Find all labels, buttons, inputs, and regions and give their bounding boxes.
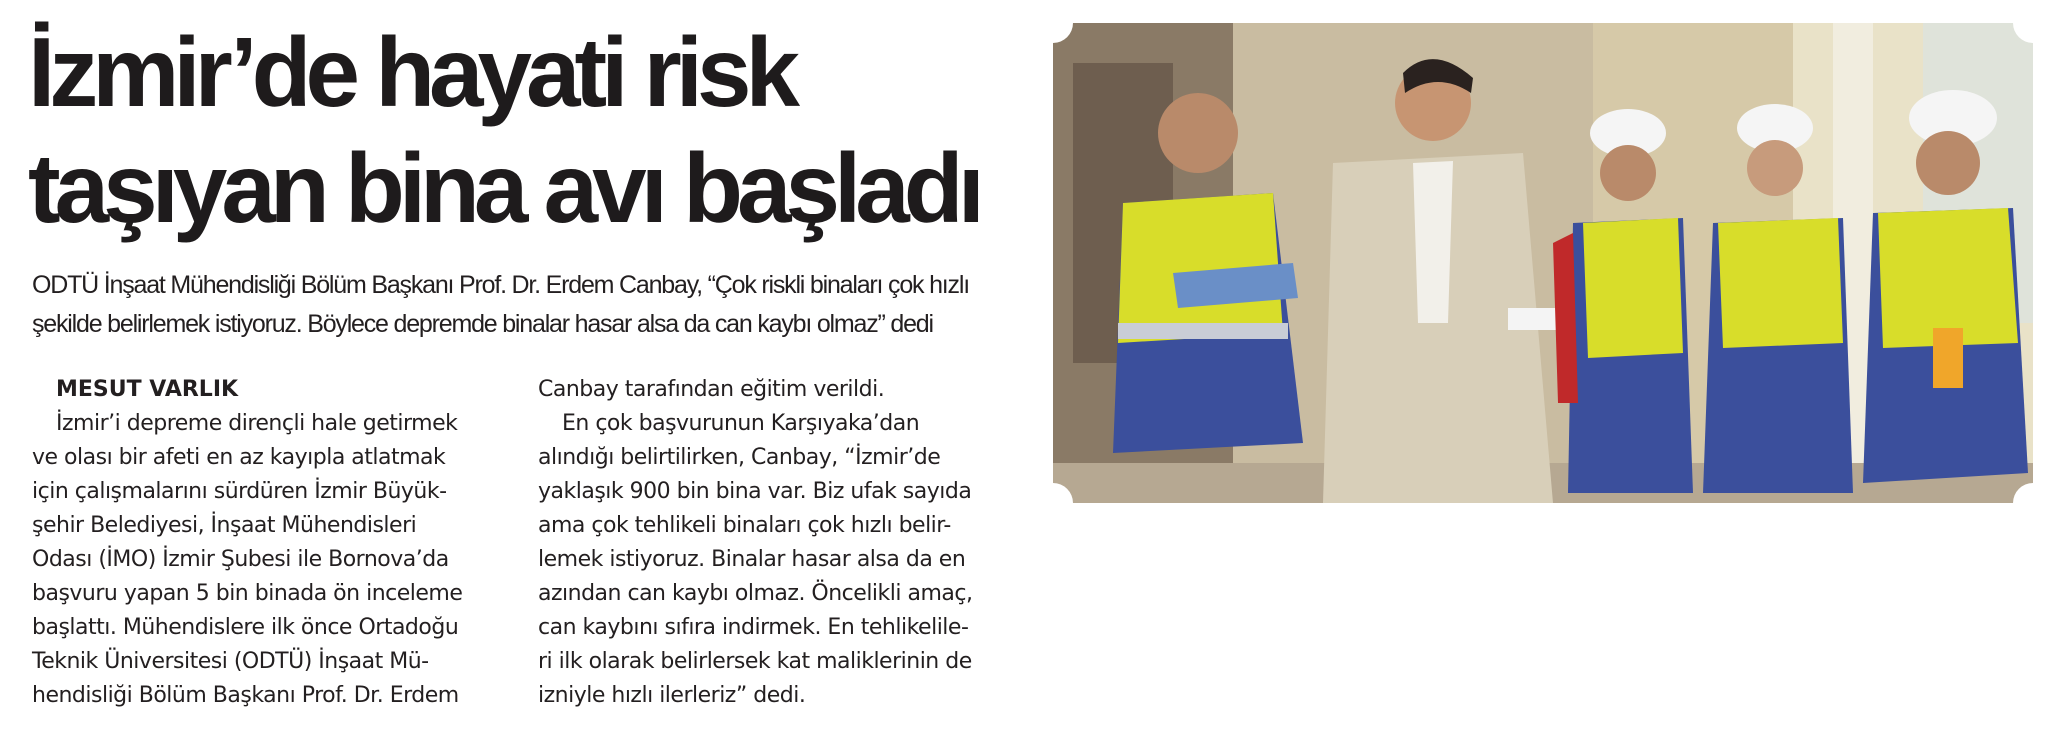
body-line: ve olası bir afeti en az kayıpla atlatmak	[32, 445, 446, 470]
body-line: alındığı belirtilirken, Canbay, “İzmir’de	[538, 445, 941, 470]
body-line: İzmir’i depreme dirençli hale getirmek	[56, 411, 458, 436]
headline-line-2: taşıyan bina avı başladı	[28, 133, 979, 243]
body-line: En çok başvurunun Karşıyaka’dan	[562, 411, 920, 436]
body-line: Teknik Üniversitesi (ODTÜ) İnşaat Mü-	[32, 649, 429, 674]
body-line: ri ilk olarak belirlersek kat maliklerinin de	[538, 649, 972, 674]
body-line: Canbay tarafından eğitim verildi.	[538, 377, 885, 402]
body-line: başlattı. Mühendislere ilk önce Ortadoğu	[32, 615, 459, 640]
body-line: şehir Belediyesi, İnşaat Mühendisleri	[32, 513, 417, 538]
deck-subheadline	[32, 266, 1042, 344]
headline-line-1: İzmir’de hayati risk	[28, 17, 795, 127]
deck-line-1: ODTÜ İnşaat Mühendisliği Bölüm Başkanı Prof. Dr. Erdem Canbay, “Çok riskli binaları çok hızlı	[32, 271, 969, 299]
body-line: izniyle hızlı ilerleriz” dedi.	[538, 683, 806, 708]
byline: MESUT VARLIK	[56, 377, 239, 402]
news-photo	[1053, 23, 2033, 503]
body-line: lemek istiyoruz. Binalar hasar alsa da en	[538, 547, 966, 572]
body-line: ama çok tehlikeli binaları çok hızlı belir-	[538, 513, 951, 538]
body-line: hendisliği Bölüm Başkanı Prof. Dr. Erdem	[32, 683, 459, 708]
body-line: can kaybını sıfıra indirmek. En tehlikelile-	[538, 615, 969, 640]
headline	[28, 14, 1048, 246]
photo-illustration	[1053, 23, 2033, 503]
body-column-2	[538, 373, 1033, 713]
body-line: için çalışmalarını sürdüren İzmir Büyük-	[32, 479, 447, 504]
body-line: yaklaşık 900 bin bina var. Biz ufak sayıda	[538, 479, 972, 504]
col1-text	[32, 407, 527, 713]
col2-text	[538, 373, 1033, 713]
deck-line-2: şekilde belirlemek istiyoruz. Böylece depremde binalar hasar alsa da can kaybı olmaz” dedi	[32, 310, 933, 338]
body-line: başvuru yapan 5 bin binada ön inceleme	[32, 581, 463, 606]
body-column-1	[32, 373, 527, 713]
body-line: azından can kaybı olmaz. Öncelikli amaç,	[538, 581, 973, 606]
body-line: Odası (İMO) İzmir Şubesi ile Bornova’da	[32, 547, 449, 572]
